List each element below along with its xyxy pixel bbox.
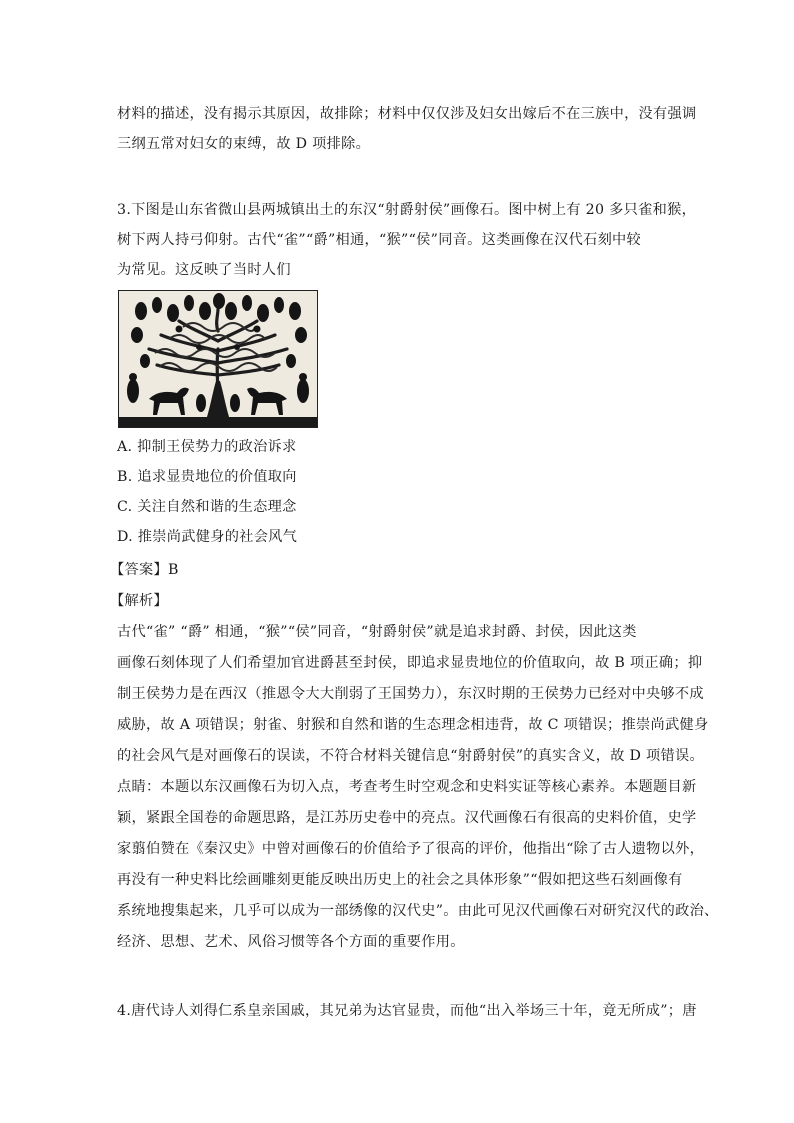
q3-analysis-heading: 【解析】 bbox=[110, 593, 168, 609]
prev-answer-line-2: 三纲五常对妇女的束缚，故 D 项排除。 bbox=[117, 136, 371, 152]
q3-answer: 【答案】B bbox=[110, 562, 179, 578]
q3-analysis-line-8: 家翦伯赞在《秦汉史》中曾对画像石的价值给予了很高的评价，他指出“除了古人遗物以外， bbox=[117, 841, 705, 857]
q4-stem-line-1: 4.唐代诗人刘得仁系皇亲国戚，其兄弟为达官显贵，而他“出入举场三十年，竟无所成”；唐 bbox=[117, 1003, 697, 1019]
stone-relief-image bbox=[118, 290, 318, 428]
q3-analysis-line-9: 再没有一种史料比绘画雕刻更能反映出历史上的社会之具体形象”“假如把这些石刻画像有 bbox=[117, 872, 683, 888]
q3-option-d: D. 推崇尚武健身的社会风气 bbox=[117, 529, 298, 545]
q3-analysis-line-4: 威胁，故 A 项错误；射雀、射猴和自然和谐的生态理念相违背，故 C 项错误；推崇尚武健身 bbox=[117, 717, 709, 733]
q3-analysis-line-2: 画像石刻体现了人们希望加官进爵甚至封侯，即追求显贵地位的价值取向，故 B 项正确；抑 bbox=[117, 655, 703, 671]
q3-analysis-line-10: 系统地搜集起来，几乎可以成为一部绣像的汉代史”。由此可见汉代画像石对研究汉代的政治、 bbox=[117, 903, 719, 919]
q3-option-b: B. 追求显贵地位的价值取向 bbox=[117, 469, 297, 485]
stone-relief-illustration bbox=[119, 291, 317, 427]
q3-stem-line-3: 为常见。这反映了当时人们 bbox=[117, 262, 291, 278]
q3-analysis-line-6: 点睛：本题以东汉画像石为切入点，考查考生时空观念和史料实证等核心素养。本题题目新 bbox=[117, 779, 697, 795]
q3-analysis-line-3: 制王侯势力是在西汉（推恩令大大削弱了王国势力），东汉时期的王侯势力已经对中央够不成 bbox=[117, 686, 704, 702]
q3-stem-line-2: 树下两人持弓仰射。古代“雀”“爵”相通，“猴”“侯”同音。这类画像在汉代石刻中较 bbox=[117, 232, 642, 248]
q3-stem-line-1: 3.下图是山东省微山县两城镇出土的东汉“射爵射侯”画像石。图中树上有 20 多只雀和猴， bbox=[117, 202, 697, 218]
q3-option-c: C. 关注自然和谐的生态理念 bbox=[117, 499, 297, 515]
q3-analysis-line-7: 颖，紧跟全国卷的命题思路，是江苏历史卷中的亮点。汉代画像石有很高的史料价值，史学 bbox=[117, 810, 697, 826]
prev-answer-line-1: 材料的描述，没有揭示其原因，故排除；材料中仅仅涉及妇女出嫁后不在三族中，没有强调 bbox=[117, 106, 697, 122]
q3-analysis-line-1: 古代“雀” “爵” 相通，“猴”“侯”同音，“射爵射侯”就是追求封爵、封侯，因此这类 bbox=[117, 624, 637, 640]
q3-option-a: A. 抑制王侯势力的政治诉求 bbox=[117, 439, 297, 455]
q3-analysis-line-11: 经济、思想、艺术、风俗习惯等各个方面的重要作用。 bbox=[117, 934, 465, 950]
q3-analysis-line-5: 的社会风气是对画像石的误读，不符合材料关键信息“射爵射侯”的真实含义，故 D 项错误。 bbox=[117, 748, 704, 764]
